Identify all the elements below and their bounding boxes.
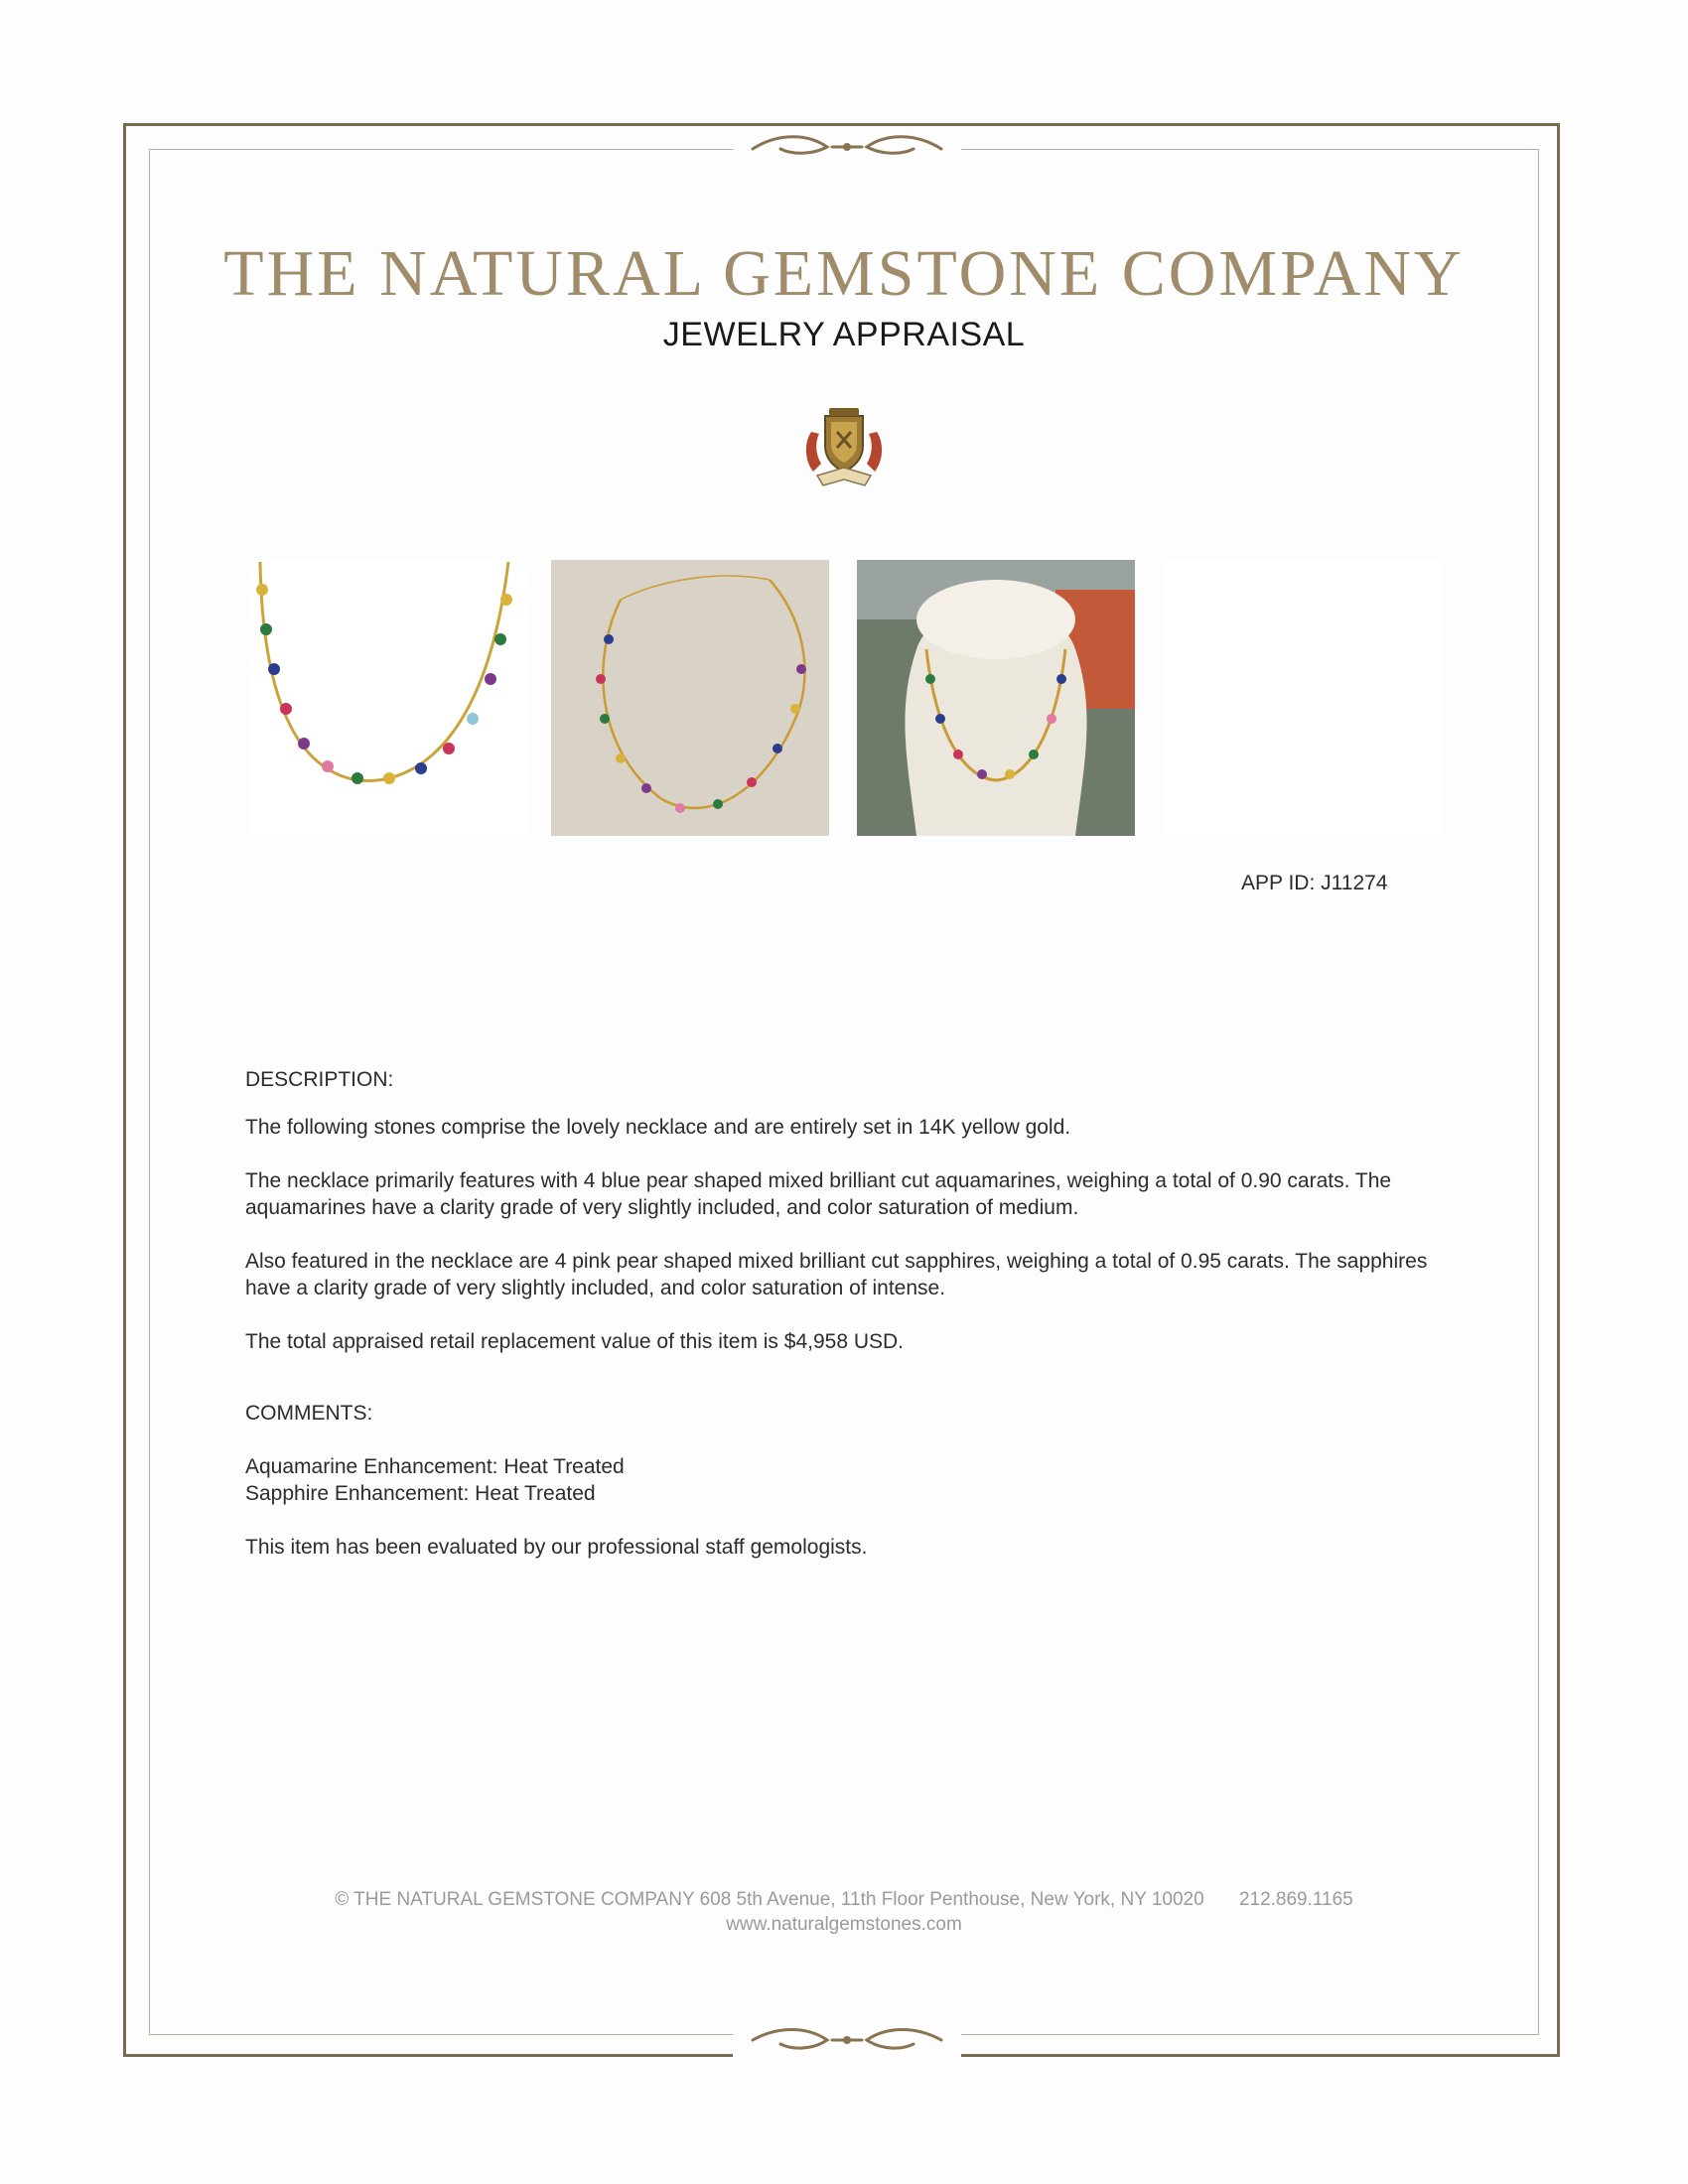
enhancement-line: Sapphire Enhancement: Heat Treated: [245, 1482, 596, 1505]
description-paragraph: Also featured in the necklace are 4 pink pear shaped mixed brilliant cut sapphires, weighing a total of 0.95 carats. The sapphires have a clarity grade of very slightly included, and color saturation of intense.: [245, 1250, 1428, 1299]
evaluation-note: This item has been evaluated by our professional staff gemologists.: [245, 1536, 868, 1559]
description-paragraph: The necklace primarily features with 4 blue pear shaped mixed brilliant cut aquamarines, weighing a total of 0.90 carats. The aquamarines have a clarity grade of very slightly included, and color saturation of medium.: [245, 1169, 1392, 1219]
top-flourish-ornament: [733, 127, 961, 167]
app-id: [1241, 872, 1388, 895]
coat-of-arms-crest-icon: [799, 402, 889, 491]
enhancement-line: Aquamarine Enhancement: Heat Treated: [245, 1455, 625, 1478]
footer-website: www.naturalgemstones.com: [726, 1914, 962, 1935]
necklace-photo-1: [248, 560, 526, 836]
appraised-value-paragraph: The total appraised retail replacement value of this item is $4,958 USD.: [245, 1330, 905, 1353]
blank-photo-slot: [1162, 560, 1440, 836]
document-type-subtitle: JEWELRY APPRAISAL: [662, 316, 1026, 353]
necklace-photo-3: [857, 560, 1135, 836]
appraisal-content: [245, 1066, 1467, 1561]
description-heading: DESCRIPTION:: [245, 1068, 394, 1091]
footer-company: © THE NATURAL GEMSTONE COMPANY: [335, 1889, 695, 1910]
footer-address: 608 5th Avenue, 11th Floor Penthouse, New York, NY 10020: [699, 1889, 1204, 1910]
necklace-photo-2: [551, 560, 829, 836]
app-id-value: J11274: [1321, 872, 1388, 894]
footer-contact-line: [0, 1889, 1688, 1911]
description-paragraph: The following stones comprise the lovely necklace and are entirely set in 14K yellow gold.: [245, 1116, 1071, 1139]
company-name-title: THE NATURAL GEMSTONE COMPANY: [223, 237, 1465, 310]
app-id-label: APP ID:: [1241, 872, 1316, 894]
bottom-flourish-ornament: [733, 2020, 961, 2060]
footer-phone: 212.869.1165: [1238, 1889, 1353, 1910]
comments-heading: COMMENTS:: [245, 1402, 373, 1425]
